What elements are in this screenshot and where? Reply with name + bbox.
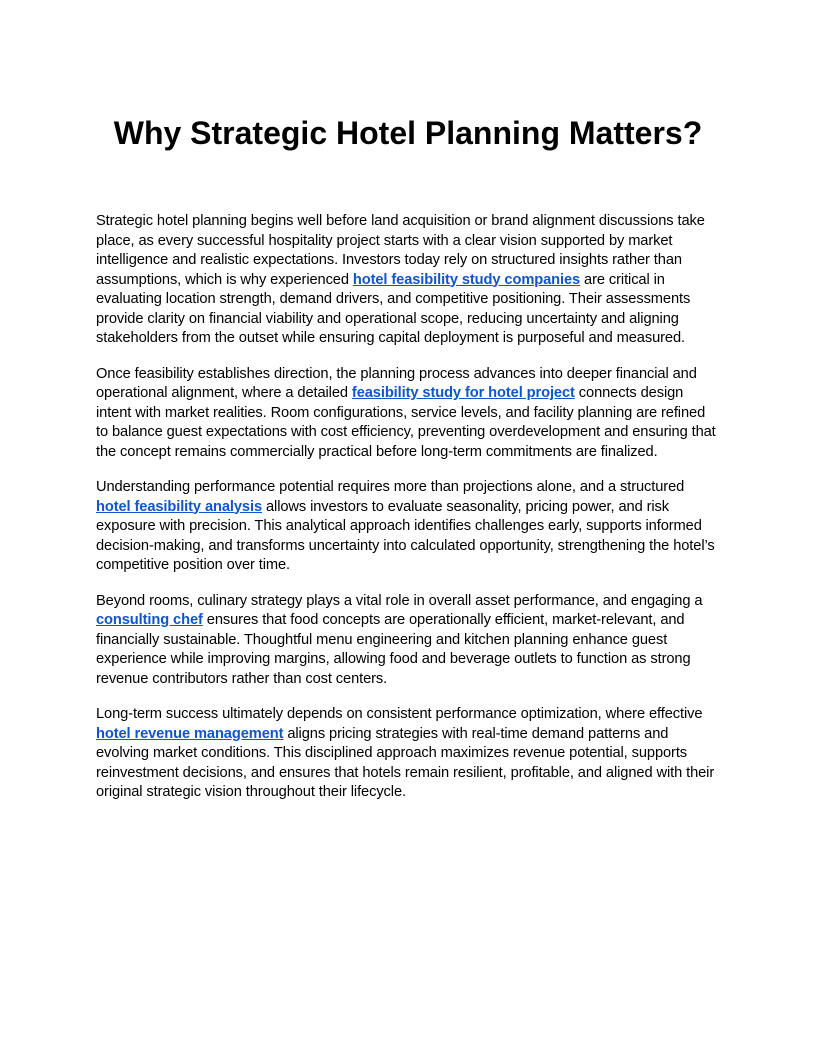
- paragraph-1: [96, 212, 720, 349]
- paragraph-5: [96, 705, 720, 803]
- paragraph-3-text-after: allows investors to evaluate seasonality, pricing power, and risk exposure with precision. This analytical approach identifies challenges early, supports informed decision-making, and transforms uncertainty into calculated opportunity, strengthening the hotel’s competitive position over time.: [96, 498, 715, 573]
- paragraph-1-text-before: Strategic hotel planning begins well before land acquisition or brand alignment discussions take place, as every successful hospitality project starts with a clear vision supported by market intelligence and realistic expectations. Investors today rely on structured insights rather than assumptions, which is why experienced: [96, 213, 705, 288]
- paragraph-2-text-after: connects design intent with market realities. Room configurations, service levels, and facility planning are refined to balance guest expectations with cost efficiency, preventing overdevelopment and ensuring that the concept remains commercially practical before long-term commitments are finalized.: [96, 385, 716, 460]
- paragraph-3: [96, 478, 720, 576]
- paragraph-5-text-after: aligns pricing strategies with real-time demand patterns and evolving market conditions. This disciplined approach maximizes revenue potential, supports reinvestment decisions, and ensures that hotels remain resilient, profitable, and aligned with their original strategic vision throughout their lifecycle.: [96, 725, 715, 800]
- link-hotel-feasibility-analysis[interactable]: hotel feasibility analysis: [96, 498, 263, 515]
- link-hotel-revenue-management[interactable]: hotel revenue management: [96, 725, 284, 742]
- paragraph-2-text-before: Once feasibility establishes direction, the planning process advances into deeper financial and operational alignment, where a detailed: [96, 365, 697, 401]
- link-consulting-chef[interactable]: consulting chef: [96, 612, 203, 628]
- link-feasibility-study-for-hotel-project[interactable]: feasibility study for hotel project: [351, 385, 575, 401]
- paragraph-4-text-after: ensures that food concepts are operationally efficient, market-relevant, and financially sustainable. Thoughtful menu engineering and kitchen planning enhance guest experience while improving margins, allowing food and beverage outlets to function as strong revenue contributors rather than cost centers.: [96, 612, 691, 687]
- paragraph-2: [96, 365, 720, 463]
- paragraph-4: [96, 592, 720, 690]
- paragraph-3-text-before: Understanding performance potential requires more than projections alone, and a structured: [96, 479, 685, 495]
- page-title: Why Strategic Hotel Planning Matters?: [113, 115, 703, 151]
- paragraph-1-text-after: are critical in evaluating location strength, demand drivers, and competitive positioning. Their assessments provide clarity on financial viability and operational scope, reducing uncertainty and aligning stakeholders from the outset while ensuring capital deployment is purposeful and measured.: [96, 271, 691, 346]
- link-hotel-feasibility-study-companies[interactable]: hotel feasibility study companies: [352, 271, 581, 288]
- paragraph-5-text-before: Long-term success ultimately depends on consistent performance optimization, where effective: [96, 706, 703, 722]
- document-page: [96, 110, 720, 819]
- paragraph-4-text-before: Beyond rooms, culinary strategy plays a vital role in overall asset performance, and engaging a: [96, 592, 703, 609]
